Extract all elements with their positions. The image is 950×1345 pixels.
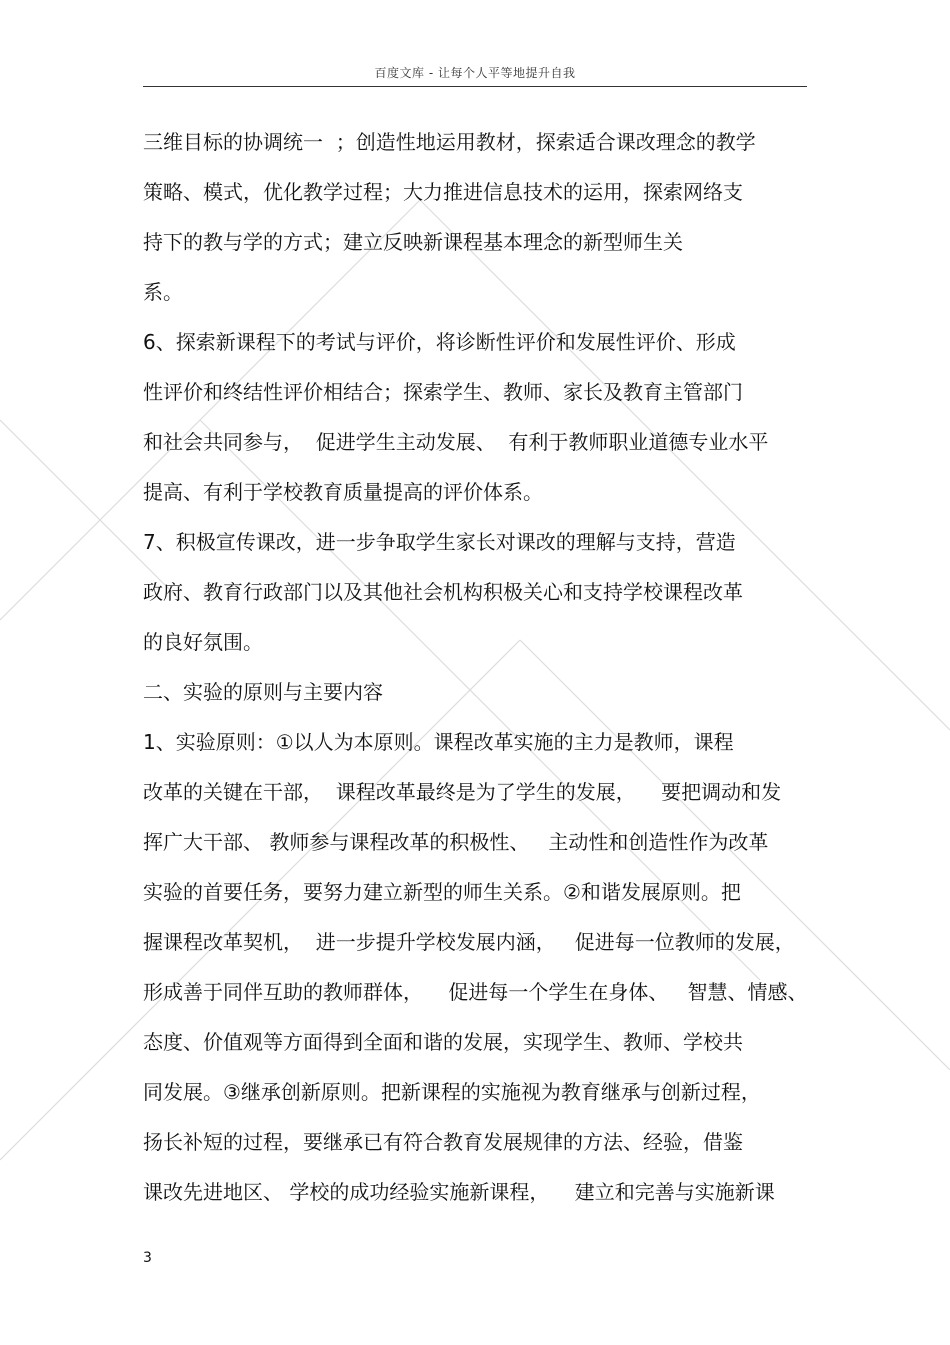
body-line: 系。	[143, 280, 183, 304]
body-line: 三维目标的协调统一 ；创造性地运用教材，探索适合课改理念的教学	[143, 130, 756, 154]
body-line: 持下的教与学的方式；建立反映新课程基本理念的新型师生关	[143, 230, 683, 254]
body-line: 6、探索新课程下的考试与评价，将诊断性评价和发展性评价、形成	[143, 330, 736, 354]
document-body	[143, 117, 807, 1217]
body-line: 实验的首要任务，要努力建立新型的师生关系。②和谐发展原则。把	[143, 880, 741, 904]
body-line: 改革的关键在干部， 课程改革最终是为了学生的发展， 要把调动和发	[143, 780, 782, 804]
body-line: 握课程改革契机， 进一步提升学校发展内涵， 促进每一位教师的发展，	[143, 930, 795, 954]
body-line: 态度、价值观等方面得到全面和谐的发展，实现学生、教师、学校共	[143, 1030, 743, 1054]
page-header: 百度文库 - 让每个人平等地提升自我	[374, 66, 576, 80]
body-line: 政府、教育行政部门以及其他社会机构积极关心和支持学校课程改革	[143, 580, 743, 604]
body-line: 提高、有利于学校教育质量提高的评价体系。	[143, 480, 543, 504]
body-line: 同发展。③继承创新原则。把新课程的实施视为教育继承与创新过程，	[143, 1080, 761, 1104]
page-number: 3	[143, 1250, 152, 1266]
body-line: 课改先进地区、 学校的成功经验实施新课程， 建立和完善与实施新课	[143, 1180, 775, 1204]
body-line: 7、积极宣传课改，进一步争取学生家长对课改的理解与支持，营造	[143, 530, 736, 554]
body-line: 的良好氛围。	[143, 630, 263, 654]
header-divider	[143, 86, 807, 87]
body-line: 和社会共同参与， 促进学生主动发展、 有利于教师职业道德专业水平	[143, 430, 769, 454]
body-line: 挥广大干部、 教师参与课程改革的积极性、 主动性和创造性作为改革	[143, 830, 769, 854]
body-line: 性评价和终结性评价相结合；探索学生、教师、家长及教育主管部门	[143, 380, 743, 404]
body-line: 策略、模式，优化教学过程；大力推进信息技术的运用，探索网络支	[143, 180, 743, 204]
section-heading: 二、实验的原则与主要内容	[143, 680, 383, 704]
body-line: 1、实验原则：①以人为本原则。课程改革实施的主力是教师，课程	[143, 730, 734, 754]
body-line: 扬长补短的过程，要继承已有符合教育发展规律的方法、经验，借鉴	[143, 1130, 743, 1154]
body-line: 形成善于同伴互助的教师群体， 促进每一个学生在身体、 智慧、情感、	[143, 980, 808, 1004]
